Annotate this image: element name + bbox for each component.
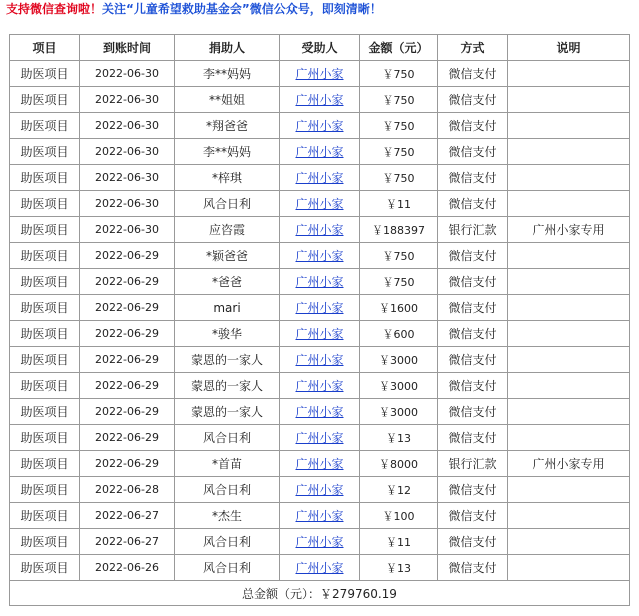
table-body [10,61,630,606]
cell-method: 微信支付 [438,373,508,399]
recipient-link[interactable]: 广州小家 [295,431,344,445]
recipient-link[interactable]: 广州小家 [295,353,344,367]
cell-donor: *骏华 [175,321,280,347]
cell-recipient [280,399,360,425]
table-row [10,165,630,191]
cell-date: 2022-06-28 [80,477,175,503]
cell-method: 银行汇款 [438,451,508,477]
cell-project: 助医项目 [10,243,80,269]
table-row [10,321,630,347]
table-header-row [10,35,630,61]
cell-note [508,87,630,113]
cell-recipient [280,295,360,321]
cell-recipient [280,555,360,581]
cell-method: 微信支付 [438,503,508,529]
cell-project: 助医项目 [10,61,80,87]
cell-donor: 蒙恩的一家人 [175,399,280,425]
cell-date: 2022-06-29 [80,321,175,347]
cell-method: 微信支付 [438,321,508,347]
table-row [10,113,630,139]
cell-donor: 应咨霞 [175,217,280,243]
cell-amount: ￥8000 [360,451,438,477]
cell-method: 微信支付 [438,269,508,295]
cell-donor: 风合日利 [175,477,280,503]
cell-recipient [280,347,360,373]
recipient-link[interactable]: 广州小家 [295,119,344,133]
cell-note [508,61,630,87]
cell-donor: **姐姐 [175,87,280,113]
cell-date: 2022-06-29 [80,451,175,477]
cell-method: 微信支付 [438,87,508,113]
cell-note [508,113,630,139]
cell-date: 2022-06-27 [80,529,175,555]
recipient-link[interactable]: 广州小家 [295,561,344,575]
cell-project: 助医项目 [10,217,80,243]
donation-table-container [9,34,629,606]
cell-project: 助医项目 [10,373,80,399]
cell-method: 微信支付 [438,477,508,503]
cell-note [508,477,630,503]
banner-highlight: 支持微信查询啦！ [6,2,103,16]
table-row [10,347,630,373]
cell-date: 2022-06-29 [80,373,175,399]
cell-recipient [280,61,360,87]
cell-recipient [280,503,360,529]
cell-donor: 蒙恩的一家人 [175,347,280,373]
recipient-link[interactable]: 广州小家 [295,67,344,81]
table-row [10,425,630,451]
table-row [10,529,630,555]
table-row [10,555,630,581]
header-donor: 捐助人 [175,35,280,61]
cell-donor: mari [175,295,280,321]
recipient-link[interactable]: 广州小家 [295,275,344,289]
recipient-link[interactable]: 广州小家 [295,327,344,341]
cell-recipient [280,113,360,139]
cell-amount: ￥12 [360,477,438,503]
cell-date: 2022-06-30 [80,165,175,191]
cell-method: 微信支付 [438,529,508,555]
cell-date: 2022-06-30 [80,191,175,217]
header-recipient: 受助人 [280,35,360,61]
cell-date: 2022-06-30 [80,113,175,139]
total-row [10,581,630,606]
cell-donor: 风合日利 [175,425,280,451]
recipient-link[interactable]: 广州小家 [295,145,344,159]
table-row [10,295,630,321]
banner-text: 关注“儿童希望救助基金会”微信公众号，即刻清晰！ [102,2,382,16]
cell-amount: ￥750 [360,165,438,191]
cell-project: 助医项目 [10,269,80,295]
cell-project: 助医项目 [10,529,80,555]
cell-note [508,295,630,321]
cell-method: 微信支付 [438,191,508,217]
header-note: 说明 [508,35,630,61]
cell-project: 助医项目 [10,165,80,191]
cell-amount: ￥1600 [360,295,438,321]
table-row [10,399,630,425]
cell-donor: 李**妈妈 [175,139,280,165]
cell-method: 微信支付 [438,425,508,451]
cell-method: 银行汇款 [438,217,508,243]
cell-note [508,165,630,191]
cell-amount: ￥11 [360,529,438,555]
wechat-promo-banner [6,0,382,18]
cell-amount: ￥750 [360,87,438,113]
cell-amount: ￥750 [360,269,438,295]
cell-date: 2022-06-27 [80,503,175,529]
cell-project: 助医项目 [10,503,80,529]
recipient-link[interactable]: 广州小家 [295,249,344,263]
cell-project: 助医项目 [10,113,80,139]
cell-note [508,243,630,269]
cell-amount: ￥750 [360,139,438,165]
header-amount: 金额（元） [360,35,438,61]
cell-date: 2022-06-29 [80,347,175,373]
cell-amount: ￥13 [360,425,438,451]
donation-table [9,34,630,606]
cell-recipient [280,87,360,113]
cell-project: 助医项目 [10,139,80,165]
table-row [10,243,630,269]
table-row [10,217,630,243]
cell-note [508,399,630,425]
cell-project: 助医项目 [10,399,80,425]
cell-amount: ￥188397 [360,217,438,243]
cell-amount: ￥3000 [360,399,438,425]
cell-recipient [280,217,360,243]
header-method: 方式 [438,35,508,61]
cell-donor: *梓琪 [175,165,280,191]
cell-date: 2022-06-30 [80,139,175,165]
cell-date: 2022-06-29 [80,295,175,321]
cell-donor: *颖爸爸 [175,243,280,269]
cell-note [508,269,630,295]
cell-recipient [280,139,360,165]
recipient-link[interactable]: 广州小家 [295,379,344,393]
cell-method: 微信支付 [438,139,508,165]
cell-method: 微信支付 [438,165,508,191]
cell-date: 2022-06-29 [80,269,175,295]
recipient-link[interactable]: 广州小家 [295,197,344,211]
cell-date: 2022-06-30 [80,217,175,243]
cell-method: 微信支付 [438,347,508,373]
cell-recipient [280,165,360,191]
table-row [10,191,630,217]
cell-recipient [280,321,360,347]
cell-amount: ￥3000 [360,373,438,399]
table-row [10,87,630,113]
header-project: 项目 [10,35,80,61]
cell-note: 广州小家专用 [508,451,630,477]
cell-note [508,555,630,581]
cell-method: 微信支付 [438,555,508,581]
cell-recipient [280,451,360,477]
recipient-link[interactable]: 广州小家 [295,483,344,497]
cell-donor: *爸爸 [175,269,280,295]
recipient-link[interactable]: 广州小家 [295,171,344,185]
table-row [10,139,630,165]
cell-project: 助医项目 [10,451,80,477]
cell-donor: 风合日利 [175,529,280,555]
cell-method: 微信支付 [438,399,508,425]
total-amount: 总金额（元）：￥279760.19 [10,581,630,606]
cell-recipient [280,191,360,217]
cell-note [508,139,630,165]
cell-amount: ￥750 [360,113,438,139]
cell-method: 微信支付 [438,295,508,321]
cell-amount: ￥11 [360,191,438,217]
cell-date: 2022-06-30 [80,61,175,87]
cell-note [508,191,630,217]
cell-note [508,425,630,451]
cell-amount: ￥600 [360,321,438,347]
cell-project: 助医项目 [10,191,80,217]
recipient-link[interactable]: 广州小家 [295,457,344,471]
cell-donor: 蒙恩的一家人 [175,373,280,399]
cell-note [508,503,630,529]
cell-amount: ￥13 [360,555,438,581]
cell-date: 2022-06-29 [80,399,175,425]
recipient-link[interactable]: 广州小家 [295,405,344,419]
cell-method: 微信支付 [438,113,508,139]
cell-project: 助医项目 [10,347,80,373]
cell-recipient [280,373,360,399]
cell-project: 助医项目 [10,321,80,347]
cell-recipient [280,269,360,295]
recipient-link[interactable]: 广州小家 [295,301,344,315]
cell-note [508,373,630,399]
table-row [10,269,630,295]
cell-amount: ￥100 [360,503,438,529]
recipient-link[interactable]: 广州小家 [295,535,344,549]
cell-date: 2022-06-29 [80,243,175,269]
cell-project: 助医项目 [10,87,80,113]
cell-date: 2022-06-26 [80,555,175,581]
cell-project: 助医项目 [10,425,80,451]
cell-project: 助医项目 [10,477,80,503]
cell-amount: ￥750 [360,243,438,269]
cell-method: 微信支付 [438,243,508,269]
cell-recipient [280,425,360,451]
cell-note: 广州小家专用 [508,217,630,243]
cell-donor: 李**妈妈 [175,61,280,87]
cell-recipient [280,477,360,503]
header-date: 到账时间 [80,35,175,61]
cell-note [508,321,630,347]
cell-donor: *首苗 [175,451,280,477]
cell-method: 微信支付 [438,61,508,87]
table-row [10,61,630,87]
recipient-link[interactable]: 广州小家 [295,509,344,523]
cell-note [508,529,630,555]
cell-recipient [280,529,360,555]
cell-amount: ￥750 [360,61,438,87]
cell-donor: *杰生 [175,503,280,529]
cell-donor: *翔爸爸 [175,113,280,139]
recipient-link[interactable]: 广州小家 [295,223,344,237]
table-row [10,451,630,477]
cell-donor: 风合日利 [175,191,280,217]
cell-amount: ￥3000 [360,347,438,373]
recipient-link[interactable]: 广州小家 [295,93,344,107]
table-row [10,477,630,503]
cell-date: 2022-06-29 [80,425,175,451]
cell-date: 2022-06-30 [80,87,175,113]
cell-project: 助医项目 [10,555,80,581]
cell-donor: 风合日利 [175,555,280,581]
cell-note [508,347,630,373]
cell-recipient [280,243,360,269]
table-row [10,373,630,399]
cell-project: 助医项目 [10,295,80,321]
table-row [10,503,630,529]
